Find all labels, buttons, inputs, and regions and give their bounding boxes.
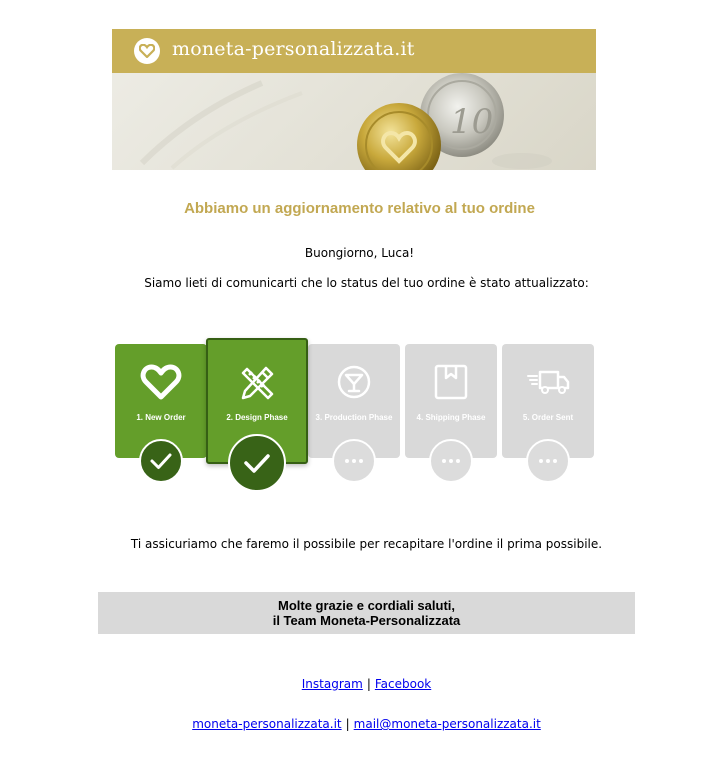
instagram-link[interactable]: Instagram — [301, 677, 363, 691]
greeting: Buongiorno, Luca! — [304, 246, 415, 260]
step-1-check-badge — [139, 439, 183, 483]
step-3-pending-badge — [332, 439, 376, 483]
pencil-ruler-icon — [238, 364, 276, 402]
closing-line-1: Molte grazie e cordiali saluti, — [278, 598, 455, 613]
brand-name: moneta-personalizzata.it — [172, 38, 415, 60]
step-4-pending-badge — [429, 439, 473, 483]
step-label: 4. Shipping Phase — [416, 413, 486, 422]
step-label: 3. Production Phase — [315, 413, 393, 422]
check-icon — [141, 441, 181, 481]
link-separator: | — [345, 717, 350, 731]
step-label: 2. Design Phase — [226, 413, 288, 422]
social-links — [0, 677, 719, 691]
email-link[interactable]: mail@moneta-personalizzata.it — [353, 717, 541, 731]
step-2-check-badge — [228, 434, 286, 492]
more-icon — [431, 441, 471, 481]
intro-text: Siamo lieti di comunicarti che lo status del tuo ordine è stato attualizzato: — [144, 276, 589, 290]
production-icon — [336, 364, 372, 400]
closing-line-2: il Team Moneta-Personalizzata — [272, 613, 461, 628]
link-separator: | — [366, 677, 371, 691]
check-icon — [230, 436, 284, 490]
heart-icon — [140, 364, 182, 400]
facebook-link[interactable]: Facebook — [374, 677, 432, 691]
website-link[interactable]: moneta-personalizzata.it — [192, 717, 342, 731]
more-icon — [334, 441, 374, 481]
more-icon — [528, 441, 568, 481]
step-label: 1. New Order — [136, 413, 186, 422]
step-5-pending-badge — [526, 439, 570, 483]
headline: Abbiamo un aggiornamento relativo al tuo ordine — [184, 200, 535, 217]
coin-number: 10 — [450, 102, 494, 142]
closing-box — [98, 592, 635, 634]
package-icon — [434, 364, 468, 400]
contact-links — [0, 717, 719, 731]
step-label: 5. Order Sent — [522, 413, 574, 422]
assurance-text: Ti assicuriamo che faremo il possibile per recapitare l'ordine il prima possibile. — [130, 537, 603, 551]
truck-icon — [526, 368, 570, 396]
